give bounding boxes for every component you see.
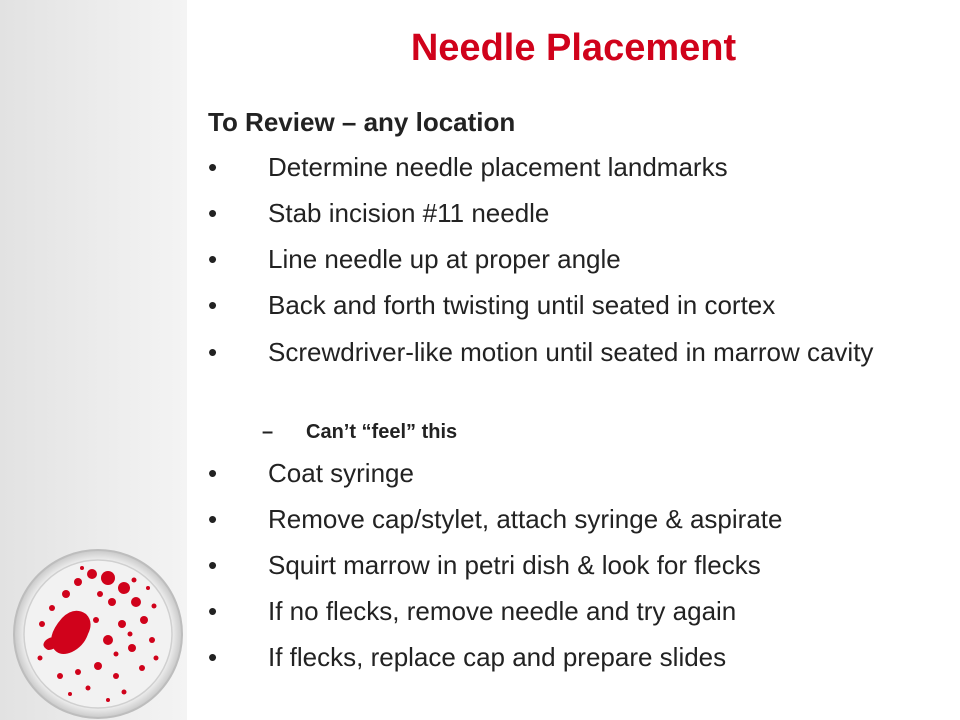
bullet-dot: • — [208, 244, 218, 274]
bullet-text: Back and forth twisting until seated in cortex — [268, 290, 776, 320]
bullet-dot: • — [208, 152, 218, 182]
slide-title: Needle Placement — [410, 27, 737, 69]
bullet-item — [208, 197, 948, 230]
bullet-text: Determine needle placement landmarks — [268, 152, 728, 182]
bullet-dot: • — [208, 337, 218, 367]
bullet-item — [208, 549, 948, 582]
bullet-dot: • — [208, 596, 218, 626]
bullet-item — [208, 457, 948, 490]
bullet-text: If no flecks, remove needle and try again — [268, 596, 737, 626]
slide-subheading: To Review – any location — [208, 107, 516, 137]
bullet-text: Squirt marrow in petri dish & look for flecks — [268, 550, 761, 580]
bullet-dot: • — [208, 550, 218, 580]
sub-bullet-text: Can’t “feel” this — [306, 421, 458, 443]
bullet-item — [208, 151, 948, 184]
bullet-dot: • — [208, 504, 218, 534]
bullet-dot: • — [208, 642, 218, 672]
bullet-dot: • — [208, 198, 218, 228]
bullet-text: Line needle up at proper angle — [268, 244, 621, 274]
bullet-text: If flecks, replace cap and prepare slides — [268, 642, 727, 672]
bullet-dot: • — [208, 458, 218, 488]
bullet-item — [208, 595, 948, 628]
bullet-text: Remove cap/stylet, attach syringe & aspirate — [268, 504, 783, 534]
bullet-item — [208, 336, 908, 369]
bullet-item — [208, 289, 948, 322]
bullet-item — [208, 641, 948, 674]
bullet-item — [208, 503, 948, 536]
bullet-text: Screwdriver-like motion until seated in marrow cavity — [268, 337, 874, 367]
petri-dish-image — [12, 548, 184, 720]
bullet-text: Coat syringe — [268, 458, 414, 488]
sub-bullet-item — [262, 418, 457, 446]
bullet-text: Stab incision #11 needle — [268, 198, 550, 228]
sub-bullet-dash: – — [262, 421, 274, 443]
bullet-dot: • — [208, 290, 218, 320]
bullet-item — [208, 243, 948, 276]
